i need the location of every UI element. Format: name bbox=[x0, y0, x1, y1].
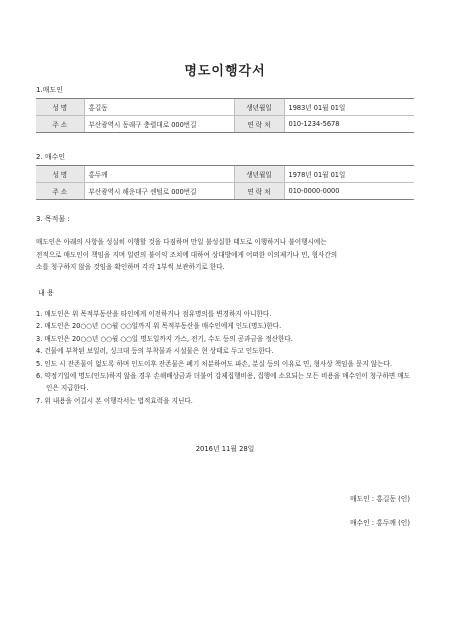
buyer-phone: 010-0000-0000 bbox=[284, 183, 414, 200]
buyer-heading: 2. 매수인 bbox=[36, 153, 66, 161]
buyer-birth: 1978년 01월 01일 bbox=[284, 166, 414, 183]
seller-signature: 매도인 : 홍길동 (인) bbox=[349, 495, 410, 503]
buyer-address: 부산광역시 해운대구 센텀로 000번길 bbox=[84, 183, 234, 200]
clause-item: 6. 약정기일에 명도(인도)하지 않을 경우 손해배상금과 더불어 강제집행비용, 집행에 소요되는 모든 비용을 매수인이 청구하면 매도인은 지급한다. bbox=[36, 372, 411, 393]
content-heading: 내 용 bbox=[38, 289, 54, 297]
seller-name: 홍길동 bbox=[84, 99, 234, 116]
seller-name-label: 성 명 bbox=[36, 99, 84, 116]
buyer-phone-label: 연 락 처 bbox=[234, 183, 284, 200]
clause-item: 4. 건물에 부착된 보일러, 싱크대 등의 부착물과 시설물은 현 상태로 두고 인도한다. bbox=[36, 347, 274, 356]
clause-item: 1. 매도인은 위 목적부동산을 타인에게 이전하거나 점유명의를 변경하지 아니한다. bbox=[36, 310, 272, 318]
intro-paragraph bbox=[36, 236, 414, 274]
seller-table bbox=[36, 98, 414, 133]
seller-address: 부산광역시 동래구 충렬대로 000번길 bbox=[84, 116, 234, 133]
buyer-name: 홍두깨 bbox=[84, 166, 234, 183]
object-heading: 3. 목적물 : bbox=[36, 215, 70, 223]
seller-address-label: 주 소 bbox=[36, 116, 84, 133]
seller-birth: 1983년 01월 01일 bbox=[284, 99, 414, 116]
clause-item: 2. 매도인은 20○○년 ○○월 ○○일까지 위 목적부동산을 매수인에게 인도(명도)한다. bbox=[36, 322, 282, 331]
clause-list bbox=[36, 308, 414, 407]
clause-item: 3. 매도인은 20○○년 ○○월 ○○일 명도일까지 가스, 전기, 수도 등의 공과금을 정산한다. bbox=[36, 334, 293, 343]
seller-phone: 010-1234-5678 bbox=[284, 116, 414, 133]
buyer-address-label: 주 소 bbox=[36, 183, 84, 200]
intro-line: 전적으로 매도인이 책임을 지며 일련의 불이익 조치에 대하여 상대방에게 어떠한 이의제기나 민, 형사간의 bbox=[36, 250, 338, 259]
clause-item: 5. 인도 시 잔존물이 없도록 하며 인도이후 잔존물은 폐기 처분하여도 파손, 분실 등의 이유로 민, 형사상 책임을 묻지 않는다. bbox=[36, 359, 393, 368]
seller-birth-label: 생년월일 bbox=[234, 99, 284, 116]
buyer-birth-label: 생년월일 bbox=[234, 166, 284, 183]
buyer-signature: 매수인 : 홍두깨 (인) bbox=[349, 519, 410, 527]
seller-heading: 1.매도인 bbox=[36, 86, 63, 94]
intro-line: 매도인은 아래의 사항을 성실히 이행할 것을 다짐하며 만일 불성실한 태도로 이행하거나 불이행시에는 bbox=[36, 238, 327, 246]
intro-line: 소를 청구하지 않을 것임을 확인하며 각각 1부씩 보관하기로 한다. bbox=[36, 263, 225, 271]
seller-phone-label: 연 락 처 bbox=[234, 116, 284, 133]
clause-item: 7. 위 내용을 어길시 본 이행각서는 법적효력을 지닌다. bbox=[36, 396, 193, 405]
document-date: 2016년 11월 28일 bbox=[195, 445, 255, 453]
buyer-name-label: 성 명 bbox=[36, 166, 84, 183]
buyer-table bbox=[36, 165, 414, 200]
document-title: 명도이행각서 bbox=[184, 64, 266, 79]
